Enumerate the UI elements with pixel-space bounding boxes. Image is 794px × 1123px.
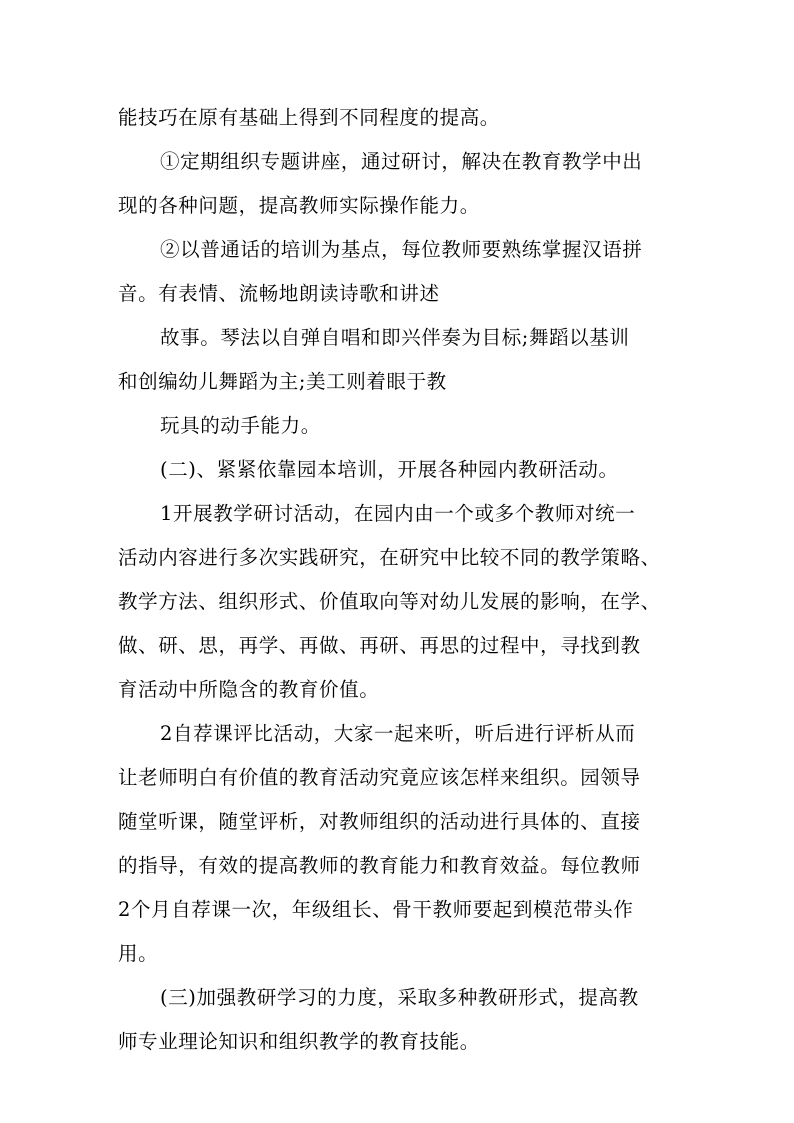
text-line: 随堂听课，随堂评析，对教师组织的活动进行具体的、直接 — [118, 810, 641, 833]
text-line: 音。有表情、流畅地朗读诗歌和讲述 — [118, 282, 440, 305]
text-line: 1开展教学研讨活动，在园内由一个或多个教师对统一 — [160, 502, 636, 525]
text-line: 用。 — [118, 942, 159, 965]
text-line: 2自荐课评比活动，大家一起来听，听后进行评析从而 — [160, 722, 636, 745]
text-line: 和创编幼儿舞蹈为主;美工则着眼于教 — [118, 370, 447, 393]
section-heading: (二)、紧紧依靠园本培训，开展各种园内教研活动。 — [160, 458, 619, 481]
text-line: 做、研、思，再学、再做、再研、再思的过程中，寻找到教 — [118, 634, 641, 657]
text-line: 玩具的动手能力。 — [160, 414, 321, 437]
text-line: 现的各种问题，提高教师实际操作能力。 — [118, 194, 480, 217]
text-line: 教学方法、组织形式、价值取向等对幼儿发展的影响，在学、 — [118, 590, 661, 613]
text-line: 育活动中所隐含的教育价值。 — [118, 678, 380, 701]
text-line: ②以普通话的培训为基点，每位教师要熟练掌握汉语拼 — [160, 238, 643, 261]
text-line: 的指导，有效的提高教师的教育能力和教育效益。每位教师 — [118, 854, 641, 877]
section-heading: (三)加强教研学习的力度，采取多种教研形式，提高教 — [160, 986, 639, 1009]
text-line: 故事。琴法以自弹自唱和即兴伴奏为目标;舞蹈以基训 — [160, 326, 630, 349]
text-line: ①定期组织专题讲座，通过研讨，解决在教育教学中出 — [160, 150, 643, 173]
text-line: 让老师明白有价值的教育活动究竟应该怎样来组织。园领导 — [118, 766, 641, 789]
text-line: 师专业理论知识和组织教学的教育技能。 — [118, 1030, 480, 1053]
text-line: 2个月自荐课一次，年级组长、骨干教师要起到模范带头作 — [118, 898, 634, 921]
text-line: 能技巧在原有基础上得到不同程度的提高。 — [118, 106, 500, 129]
text-line: 活动内容进行多次实践研究，在研究中比较不同的教学策略、 — [118, 546, 661, 569]
